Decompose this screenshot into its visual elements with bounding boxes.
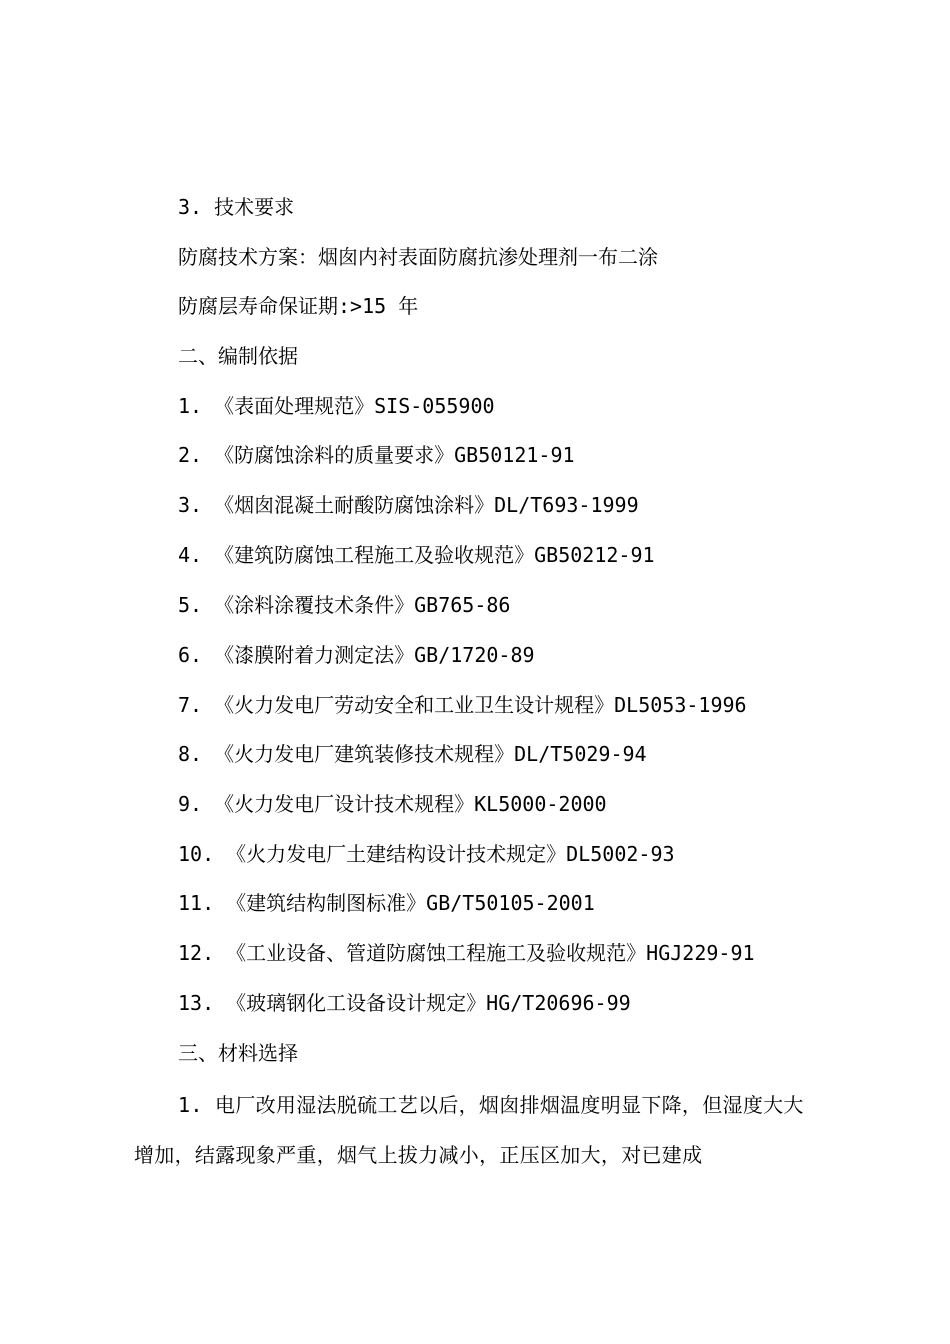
anticorrosion-scheme: 防腐技术方案：烟囱内衬表面防腐抗渗处理剂一布二涂: [178, 245, 658, 269]
basis-item-3: 3. 《烟囱混凝土耐酸防腐蚀涂料》DL/T693-1999: [178, 493, 639, 517]
basis-item-7: 7. 《火力发电厂劳动安全和工业卫生设计规程》DL5053-1996: [178, 693, 747, 717]
section-basis-heading: 二、编制依据: [178, 344, 298, 368]
basis-item-5: 5. 《涂料涂覆技术条件》GB765-86: [178, 593, 511, 617]
basis-item-11: 11. 《建筑结构制图标准》GB/T50105-2001: [178, 891, 595, 915]
basis-item-6: 6. 《漆膜附着力测定法》GB/1720-89: [178, 643, 535, 667]
warranty-period: 防腐层寿命保证期:>15 年: [178, 294, 419, 318]
basis-item-12: 12. 《工业设备、管道防腐蚀工程施工及验收规范》HGJ229-91: [178, 941, 755, 965]
material-paragraph-1: 1. 电厂改用湿法脱硫工艺以后，烟囱排烟温度明显下降，但湿度大大增加，结露现象严重，烟气上拔力减小，正压区加大，对已建成: [134, 1093, 804, 1167]
basis-item-1: 1. 《表面处理规范》SIS-055900: [178, 394, 495, 418]
basis-item-10: 10. 《火力发电厂土建结构设计技术规定》DL5002-93: [178, 842, 675, 866]
basis-item-2: 2. 《防腐蚀涂料的质量要求》GB50121-91: [178, 443, 575, 467]
section-tech-requirements: 3. 技术要求: [178, 195, 295, 219]
basis-item-4: 4. 《建筑防腐蚀工程施工及验收规范》GB50212-91: [178, 543, 655, 567]
section-material-heading: 三、材料选择: [178, 1041, 298, 1065]
basis-item-13: 13. 《玻璃钢化工设备设计规定》HG/T20696-99: [178, 991, 631, 1015]
basis-item-9: 9. 《火力发电厂设计技术规程》KL5000-2000: [178, 792, 607, 816]
basis-item-8: 8. 《火力发电厂建筑装修技术规程》DL/T5029-94: [178, 742, 647, 766]
